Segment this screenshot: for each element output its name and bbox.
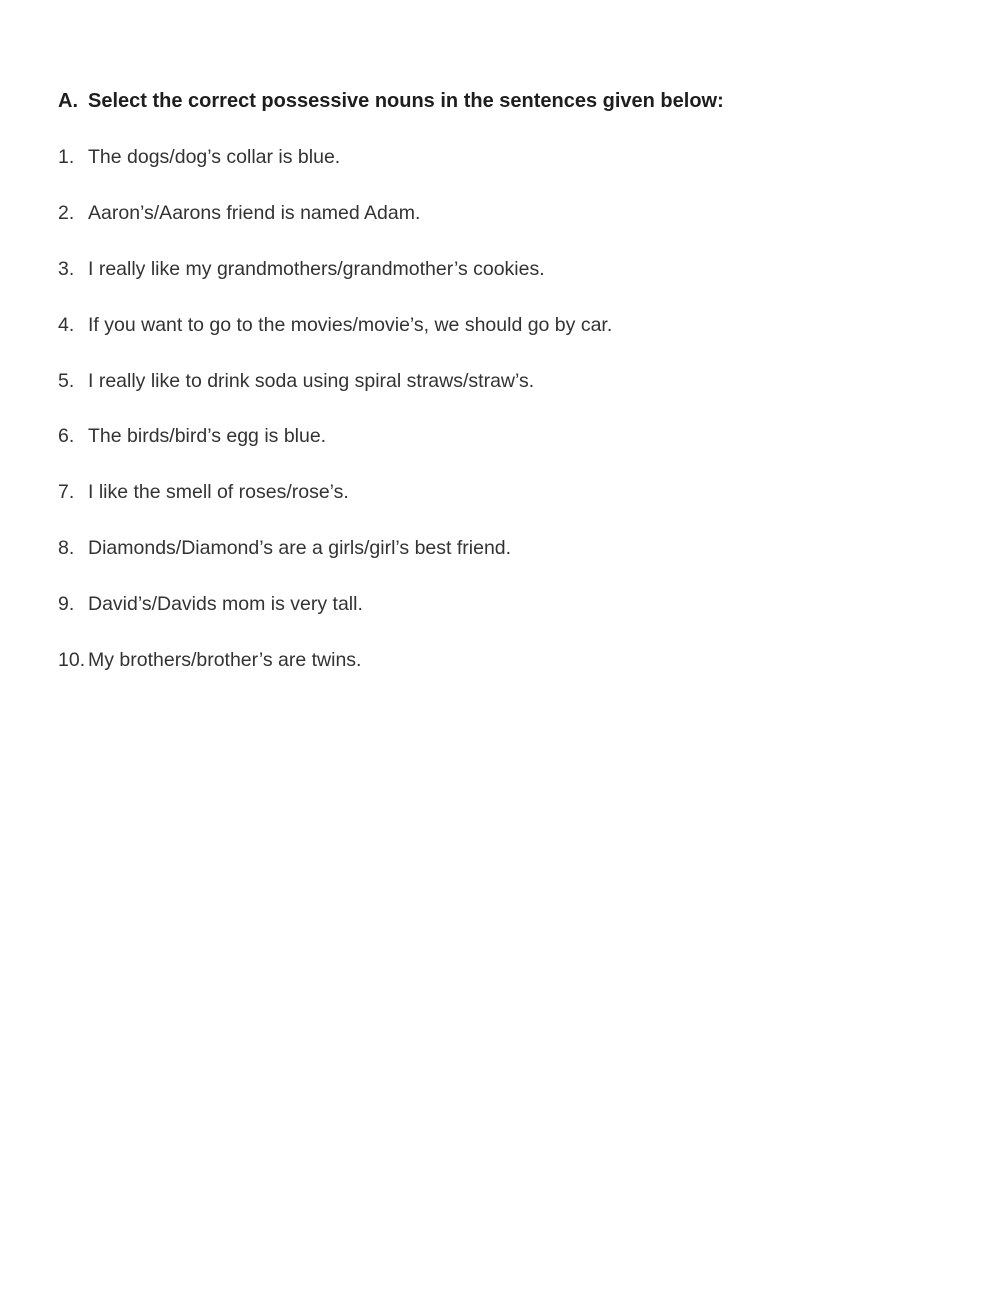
question-number: 6. bbox=[58, 425, 75, 448]
question-text: David’s/Davids mom is very tall. bbox=[88, 593, 363, 616]
question-text: I like the smell of roses/rose’s. bbox=[88, 481, 349, 504]
question-number: 7. bbox=[58, 481, 75, 504]
question-item bbox=[58, 645, 938, 675]
question-number: 1. bbox=[58, 146, 75, 168]
question-item bbox=[58, 142, 938, 172]
question-text: I really like to drink soda using spiral straws/straw’s. bbox=[88, 369, 535, 392]
question-text: The birds/bird’s egg is blue. bbox=[88, 425, 327, 448]
worksheet bbox=[58, 86, 938, 701]
question-item bbox=[58, 477, 938, 507]
question-text: If you want to go to the movies/movie’s, we should go by car. bbox=[88, 313, 613, 336]
question-text: Diamonds/Diamond’s are a girls/girl’s best friend. bbox=[88, 537, 512, 560]
question-item bbox=[58, 421, 938, 451]
question-number: 8. bbox=[58, 537, 75, 560]
question-item bbox=[58, 366, 938, 396]
question-number: 2. bbox=[58, 201, 75, 224]
question-text: I really like my grandmothers/grandmother’s cookies. bbox=[88, 257, 545, 280]
question-number: 5. bbox=[58, 369, 75, 392]
question-number: 9. bbox=[58, 593, 75, 616]
question-number: 10. bbox=[58, 649, 86, 672]
question-text: My brothers/brother’s are twins. bbox=[88, 649, 362, 672]
question-number: 3. bbox=[58, 257, 75, 280]
section-instruction: Select the correct possessive nouns in the sentences given below: bbox=[88, 90, 724, 112]
section-marker: A. bbox=[58, 90, 78, 112]
question-list bbox=[58, 142, 938, 675]
question-item bbox=[58, 589, 938, 619]
question-item bbox=[58, 310, 938, 340]
question-item bbox=[58, 198, 938, 228]
question-number: 4. bbox=[58, 313, 75, 336]
section-heading bbox=[58, 86, 938, 116]
question-item bbox=[58, 533, 938, 563]
question-item bbox=[58, 254, 938, 284]
question-text: The dogs/dog’s collar is blue. bbox=[88, 146, 341, 168]
question-text: Aaron’s/Aarons friend is named Adam. bbox=[88, 201, 421, 224]
